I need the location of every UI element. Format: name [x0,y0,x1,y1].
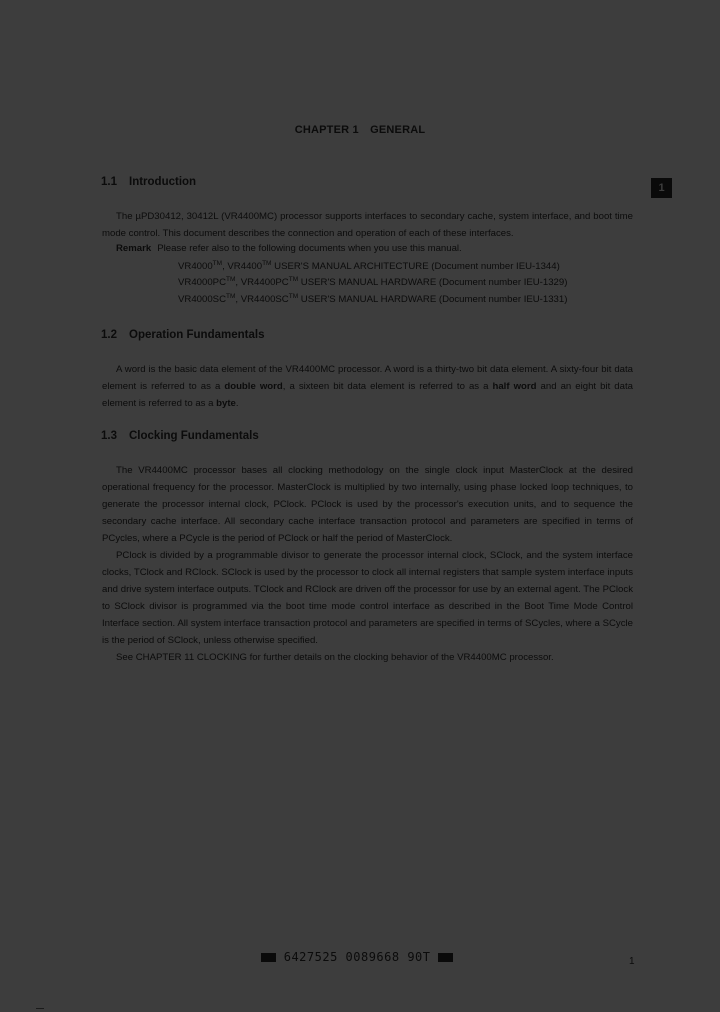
section-number: 1.2 [101,329,117,341]
intro-text: The µPD30412, 30412L (VR4400MC) processor supports interfaces to secondary cache, system interface, and boot time mode control. This document describes the connection and operation of each of these interfaces. [102,211,633,239]
remark-text: Please refer also to the following documents when you use this manual. [157,243,462,254]
doc-ref-2: VR4000PC™, VR4400PC™ USER'S MANUAL HARDWARE (Document number IEU-1329) [178,276,568,289]
chapter-title: GENERAL [370,124,426,136]
intro-paragraph [102,208,633,242]
remark [116,243,462,254]
edge-mark [36,1008,44,1009]
page-number: 1 [629,956,635,967]
term-half-word: half word [492,381,537,392]
footer-barcode [261,950,453,964]
remark-label: Remark [116,243,152,254]
clocking-text-1: The VR4400MC processor bases all clocking methodology on the single clock input MasterClock at the desired operational frequency for the processor. MasterClock is multiplied by two internally, using phase locked loop techniques, to generate the processor internal clock, PClock. PClock is used by the processor's execution units, and to sequence the secondary cache interface. All secondary cache interface transaction protocol and parameters are specified in terms of PCycles, where a PCycle is the period of PClock or half the period of MasterClock. [102,465,633,544]
chapter-heading [0,124,720,136]
section-title: Operation Fundamentals [129,329,265,341]
clocking-paragraphs [102,462,633,666]
section-title: Introduction [129,176,197,188]
doc-ref-3: VR4000SC™, VR4400SC™ USER'S MANUAL HARDWARE (Document number IEU-1331) [178,293,568,306]
barcode-block-icon [261,953,276,962]
section-number: 1.3 [101,430,117,442]
term-double-word: double word [224,381,283,392]
clocking-text-3: See CHAPTER 11 CLOCKING for further details on the clocking behavior of the VR4400MC processor. [116,652,554,663]
clocking-text-2: PClock is divided by a programmable divisor to generate the processor internal clock, SClock, and the system interface clocks, TClock and RClock. SClock is used by the processor to clock all internal registers that sample system interface inputs and drive system interface outputs. TClock and RClock are driven off the processor for use by an external agent. The PClock to SClock divisor is programmed via the boot time mode control interface as described in the Boot Time Mode Control Interface section. All system interface transaction protocol and parameters are specified in terms of SCycles, where a SCycle is the period of SClock, unless otherwise specified. [102,550,633,646]
section-heading-introduction [101,176,196,188]
operation-paragraph: A word is the basic data element of the VR4400MC processor. A word is a thirty-two bit data element. A sixty-four bit data element is referred to as a double word, a sixteen bit data element is referred to as a half word and an eight bit data element is referred to as a byte. [102,364,633,409]
term-byte: byte [216,398,236,409]
chapter-number: CHAPTER 1 [294,124,359,136]
section-title: Clocking Fundamentals [129,430,259,442]
section-heading-operation [101,329,264,341]
barcode-text: 6427525 0089668 90T [283,950,431,964]
doc-ref-1: VR4000™, VR4400™ USER'S MANUAL ARCHITECTURE (Document number IEU-1344) [178,260,560,273]
chapter-tab-marker: 1 [651,178,672,198]
section-heading-clocking [101,430,259,442]
barcode-block-icon [438,953,453,962]
section-number: 1.1 [101,176,117,188]
